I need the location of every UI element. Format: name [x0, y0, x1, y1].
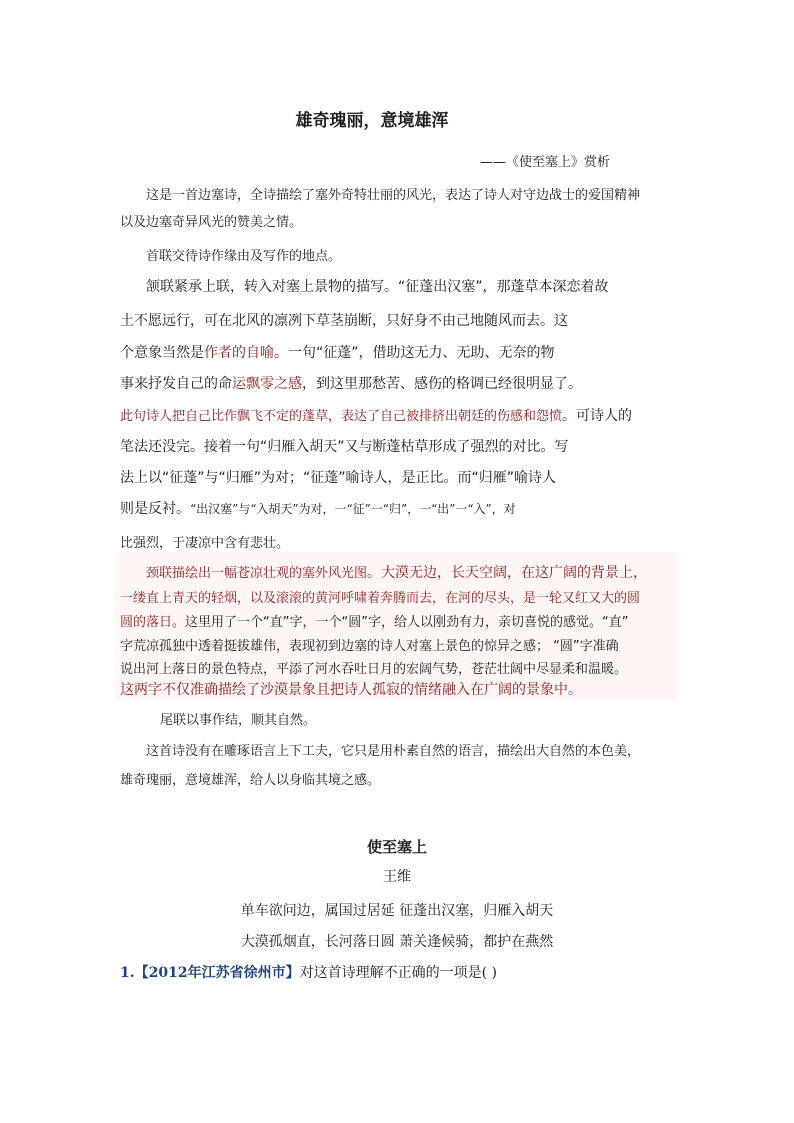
p3-line-2: 土不愿远行，可在北风的凛冽下草茎崩断，只好身不由己地随风而去。这	[120, 313, 568, 329]
p4-line-6: 这两字不仅准确描绘了沙漠景象且把诗人孤寂的情绪融入在广阔的景象中。	[120, 682, 582, 698]
poem-title: 使至塞上	[366, 838, 427, 856]
article-title: 雄奇瑰丽，意境雄浑	[295, 111, 449, 131]
poem-line-1: 单车欲问边，属国过居延 征蓬出汉塞，归雁入胡天	[240, 903, 554, 919]
p3-line-4	[120, 373, 582, 393]
question-text: 对这首诗理解不正确的一项是( )	[299, 965, 497, 981]
p3-line-4-a: 事来抒发自己的命	[120, 376, 232, 392]
p4-line-3-b: 。这里用了一个“直”字，一个“圆”字，给人以刚劲有力，亲切喜悦的感觉。“直”	[172, 615, 629, 630]
p4-line-2-c: 在河的尽头，是一轮又红又大的圆	[445, 591, 641, 606]
paragraph-summary-line-1: 这首诗没有在雕琢语言上下工夫，它只是用朴素自然的语言，描绘出大自然的本色美，	[146, 744, 641, 759]
p3-line-3	[120, 342, 555, 362]
p4-line-1-a: 颈联描绘出一幅苍凉壮观的	[146, 566, 303, 581]
p4-line-2	[120, 587, 640, 606]
p3-line-4-c: ，到这里那愁苦、感伤的格调已经很明显了。	[302, 376, 582, 392]
p4-line-3-a: 圆的落日	[120, 615, 173, 630]
question-number: 1.	[120, 965, 135, 981]
p4-line-1-c: 。大漠无边，长天空阔，在这广阔的背景上，	[367, 565, 648, 581]
p3-line-5-b: 。可诗人的	[562, 408, 633, 424]
p4-line-1-b: 塞外风光图	[302, 566, 368, 581]
paragraph-intro-line-1: 这是一首边塞诗，全诗描绘了塞外奇特壮丽的风光，表达了诗人对守边战士的爱国精神	[146, 188, 641, 203]
question-source: 【2012年江苏省徐州市】	[134, 965, 300, 981]
p4-line-4: 字荒凉孤独中透着挺拔雄伟，表现初到边塞的诗人对塞上景色的惊异之感； “圆”字准确	[120, 639, 619, 654]
p3-line-5-highlight: 此句诗人把自己比作飘飞不定的蓬草，表达了自己被排挤出朝廷的伤感和怨愤	[120, 409, 563, 424]
p3-line-4-highlight: 运飘零之感	[232, 376, 302, 392]
p3-line-3-c: 。一句“征蓬”，借助这无力、无助、无奈的物	[274, 345, 555, 361]
p3-line-6: 笔法还没完。接着一句“归雁入胡天”又与断蓬枯草形成了强烈的对比。写	[120, 439, 569, 455]
p4-line-2-b: ，以及滚滚的黄河呼啸着奔腾而去，	[237, 591, 446, 606]
p3-line-3-highlight: 作者的自喻	[204, 345, 274, 361]
article-subtitle: ——《使至塞上》赏析	[480, 155, 611, 170]
p4-line-3	[120, 611, 628, 630]
poem-line-2: 大漠孤烟直，长河落日圆 萧关逢候骑，都护在燕然	[240, 934, 554, 950]
p3-line-7: 法上以“征蓬”与“归雁”为对；“征蓬”喻诗人，是正比。而“归雁”喻诗人	[120, 470, 557, 486]
p3-line-9: 比强烈，于凄凉中含有悲壮。	[120, 536, 290, 551]
p3-line-5	[120, 405, 632, 425]
p3-line-8	[120, 498, 516, 518]
paragraph-intro-line-2: 以及边塞奇异风光的赞美之情。	[120, 215, 303, 230]
p3-line-1: 颔联紧承上联，转入对塞上景物的描写。“征蓬出汉塞”，那蓬草本深恋着故	[146, 279, 609, 295]
paragraph-last-couplet: 尾联以事作结，顺其自然。	[160, 713, 317, 728]
p4-line-5: 说出河上落日的景色特点，平添了河水吞吐日月的宏阔气势，苍茫壮阔中尽显柔和温暖。	[120, 662, 628, 677]
paragraph-summary-line-2: 雄奇瑰丽，意境雄浑，给人以身临其境之感。	[120, 773, 381, 788]
p3-line-8-b: “出汉塞”与“入胡天”为对，一“征”一“归”，一“出”一“入”，对	[190, 502, 516, 516]
p3-line-3-a: 个意象当然是	[120, 345, 204, 361]
p4-line-2-a: 一缕直上青天的轻烟	[120, 591, 238, 606]
p4-line-1	[146, 562, 647, 582]
p3-line-8-a: 则是反衬。	[120, 501, 190, 517]
paragraph-first-couplet: 首联交待诗作缘由及写作的地点。	[146, 249, 342, 264]
question-1	[120, 962, 497, 982]
poem-author: 王维	[383, 869, 411, 885]
